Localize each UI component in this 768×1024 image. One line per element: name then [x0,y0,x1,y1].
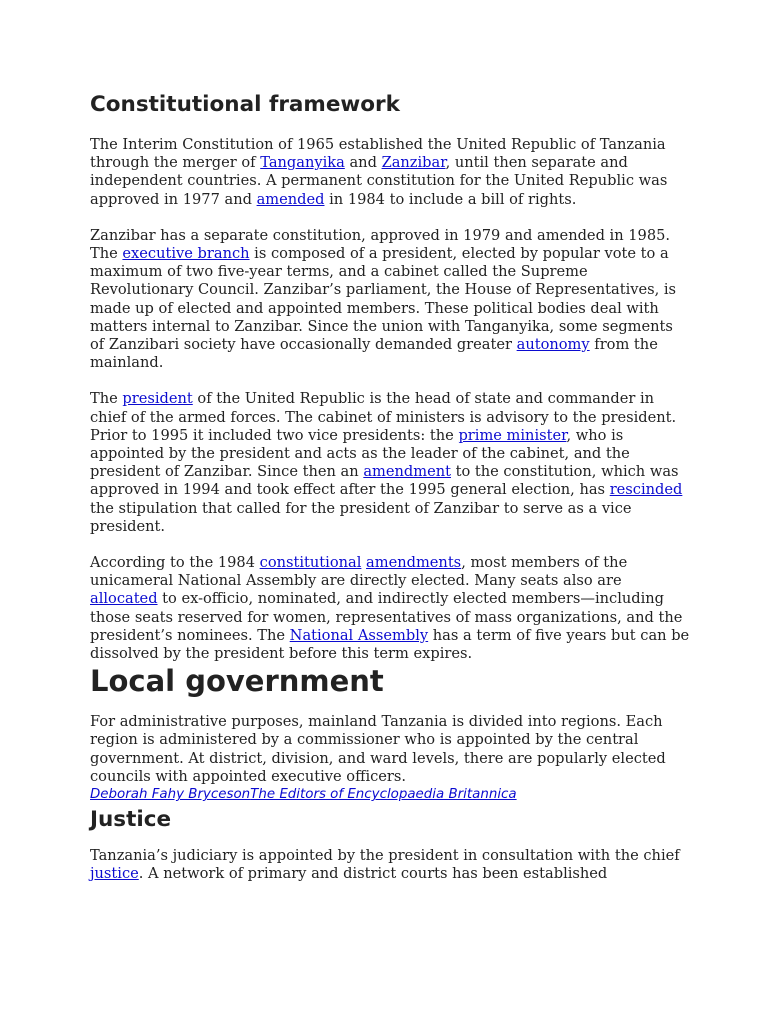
text-run: The [90,390,123,408]
paragraph [90,227,690,373]
text-run: to ex-officio, nominated, and indirectly elected members—including those seats reserved for women, representatives of mass organizations, and the president’s nominees. The [90,590,683,644]
link-prime-minister[interactable]: prime minister [458,426,567,444]
text-run: has a term of five years but can be dissolved by the president before this term expires. [90,626,690,663]
author-byline [90,786,690,803]
link-amended[interactable]: amended [256,190,325,208]
text-run: . A network of primary and district courts has been established [138,865,608,883]
link-rescinded[interactable]: rescinded [609,481,683,499]
text-run: of the United Republic is the head of state and commander in chief of the armed forces. The cabinet of ministers is advisory to the president. Prior to 1995 it included two vice presidents: the [90,390,677,444]
text-run: the stipulation that called for the president of Zanzibar to serve as a vice president. [90,499,632,535]
text-run: from the mainland. [90,336,658,372]
link-president[interactable]: president [122,390,193,408]
section-heading-justice: Justice [90,807,172,833]
text-run: in 1984 to include a bill of rights. [324,190,577,208]
link-tanganyika[interactable]: Tanganyika [260,154,345,172]
text-run: , until then separate and independent countries. A permanent constitution for the United Republic was approved in 1977 and [90,154,668,208]
text-run: , who is appointed by the president and acts as the leader of the cabinet, and the president of Zanzibar. Since then an [90,426,630,481]
text-run: According to the 1984 [90,554,260,572]
author-link-bryceson[interactable]: Deborah Fahy Bryceson [90,787,251,803]
section-heading-local-government: Local government [90,664,384,699]
text-run: Tanzania’s judiciary is appointed by the president in consultation with the chief [90,847,680,865]
link-executive-branch[interactable]: executive branch [122,245,250,263]
paragraph: For administrative purposes, mainland Tanzania is divided into regions. Each region is administered by a commissioner who is appointed by the central government. At district, division, and ward levels, there are popularly elected councils with appointed executive officers. [90,713,666,785]
text-run: , most members of the unicameral National Assembly are directly elected. Many seats also are [90,554,628,590]
link-constitutional[interactable]: constitutional [259,554,362,572]
link-amendments[interactable]: amendments [366,554,462,572]
link-zanzibar[interactable]: Zanzibar [381,154,446,172]
paragraph [90,554,690,663]
link-justice[interactable]: justice [90,865,139,883]
text-run: The Interim Constitution of 1965 established the United Republic of Tanzania through the merger of [90,136,666,172]
link-allocated[interactable]: allocated [90,590,158,608]
link-national-assembly[interactable]: National Assembly [289,626,429,644]
paragraph [90,847,690,883]
section-heading-constitutional-framework: Constitutional framework [90,92,400,117]
paragraph [90,136,690,209]
link-amendment[interactable]: amendment [363,463,451,481]
text-run: is composed of a president, elected by popular vote to a maximum of two five-year terms, and a cabinet called the Supreme Revolutionary Council. Zanzibar’s parliament, the House of Representatives, is made up of elected and appointed members. These political bodies deal with matters internal to Zanzibar. Since the union with Tanganyika, some segments of Zanzibari society have occasionally demanded greater [90,245,677,354]
author-link-britannica-editors[interactable]: The Editors of Encyclopaedia Britannica [250,787,517,803]
text-run: Zanzibar has a separate constitution, approved in 1979 and amended in 1985. The [90,226,671,263]
text-run: to the constitution, which was approved in 1994 and took effect after the 1995 general election, has [90,463,679,499]
text-run: and [344,154,382,172]
link-autonomy[interactable]: autonomy [516,336,590,354]
paragraph [90,390,690,536]
article-content [90,90,690,884]
